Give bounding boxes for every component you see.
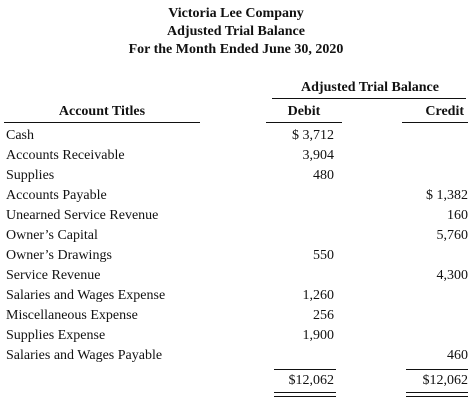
account-name: Supplies xyxy=(6,168,55,183)
company-name: Victoria Lee Company xyxy=(168,6,304,21)
table-row xyxy=(0,248,472,267)
column-header-account: Account Titles xyxy=(58,104,146,119)
debit-amount: 550 xyxy=(313,248,334,263)
table-row xyxy=(0,328,472,347)
table-row xyxy=(0,188,472,207)
credit-amount: 4,300 xyxy=(436,268,468,283)
column-rule-account xyxy=(4,122,200,123)
table-row xyxy=(0,308,472,327)
statement-period: For the Month Ended June 30, 2020 xyxy=(128,42,344,57)
credit-total-rule xyxy=(406,369,468,370)
column-rule-credit xyxy=(402,122,468,123)
account-name: Unearned Service Revenue xyxy=(6,208,159,223)
group-header: Adjusted Trial Balance xyxy=(301,80,439,95)
account-name: Owner’s Capital xyxy=(6,228,98,243)
table-row xyxy=(0,168,472,187)
credit-amount: 160 xyxy=(447,208,468,223)
statement-title: Adjusted Trial Balance xyxy=(167,24,305,39)
totals-row xyxy=(0,373,472,392)
group-header-rule xyxy=(272,98,466,99)
table-row xyxy=(0,288,472,307)
table-row xyxy=(0,348,472,367)
debit-amount: 3,904 xyxy=(302,148,334,163)
account-name: Cash xyxy=(6,128,34,143)
table-row xyxy=(0,268,472,287)
account-name: Salaries and Wages Expense xyxy=(6,288,166,303)
credit-total: $12,062 xyxy=(422,373,468,388)
account-name: Owner’s Drawings xyxy=(6,248,112,263)
credit-amount: $ 1,382 xyxy=(426,188,468,203)
column-rule-debit xyxy=(266,122,342,123)
table-row xyxy=(0,148,472,167)
credit-amount: 5,760 xyxy=(436,228,468,243)
debit-amount: 1,900 xyxy=(302,328,334,343)
debit-amount: 480 xyxy=(313,168,334,183)
account-name: Accounts Payable xyxy=(6,188,107,203)
table-row xyxy=(0,208,472,227)
debit-amount: $ 3,712 xyxy=(292,128,334,143)
debit-amount: 1,260 xyxy=(302,288,334,303)
column-header-debit: Debit xyxy=(287,104,321,119)
account-name: Miscellaneous Expense xyxy=(6,308,138,323)
table-row xyxy=(0,128,472,147)
account-name: Accounts Receivable xyxy=(6,148,125,163)
debit-total: $12,062 xyxy=(288,373,334,388)
credit-amount: 460 xyxy=(447,348,468,363)
account-name: Supplies Expense xyxy=(6,328,106,343)
table-row xyxy=(0,228,472,247)
debit-amount: 256 xyxy=(313,308,334,323)
debit-total-rule xyxy=(274,369,336,370)
credit-double-underline xyxy=(406,392,468,397)
debit-double-underline xyxy=(274,392,336,397)
column-header-credit: Credit xyxy=(425,104,464,119)
account-name: Salaries and Wages Payable xyxy=(6,348,163,363)
account-name: Service Revenue xyxy=(6,268,101,283)
